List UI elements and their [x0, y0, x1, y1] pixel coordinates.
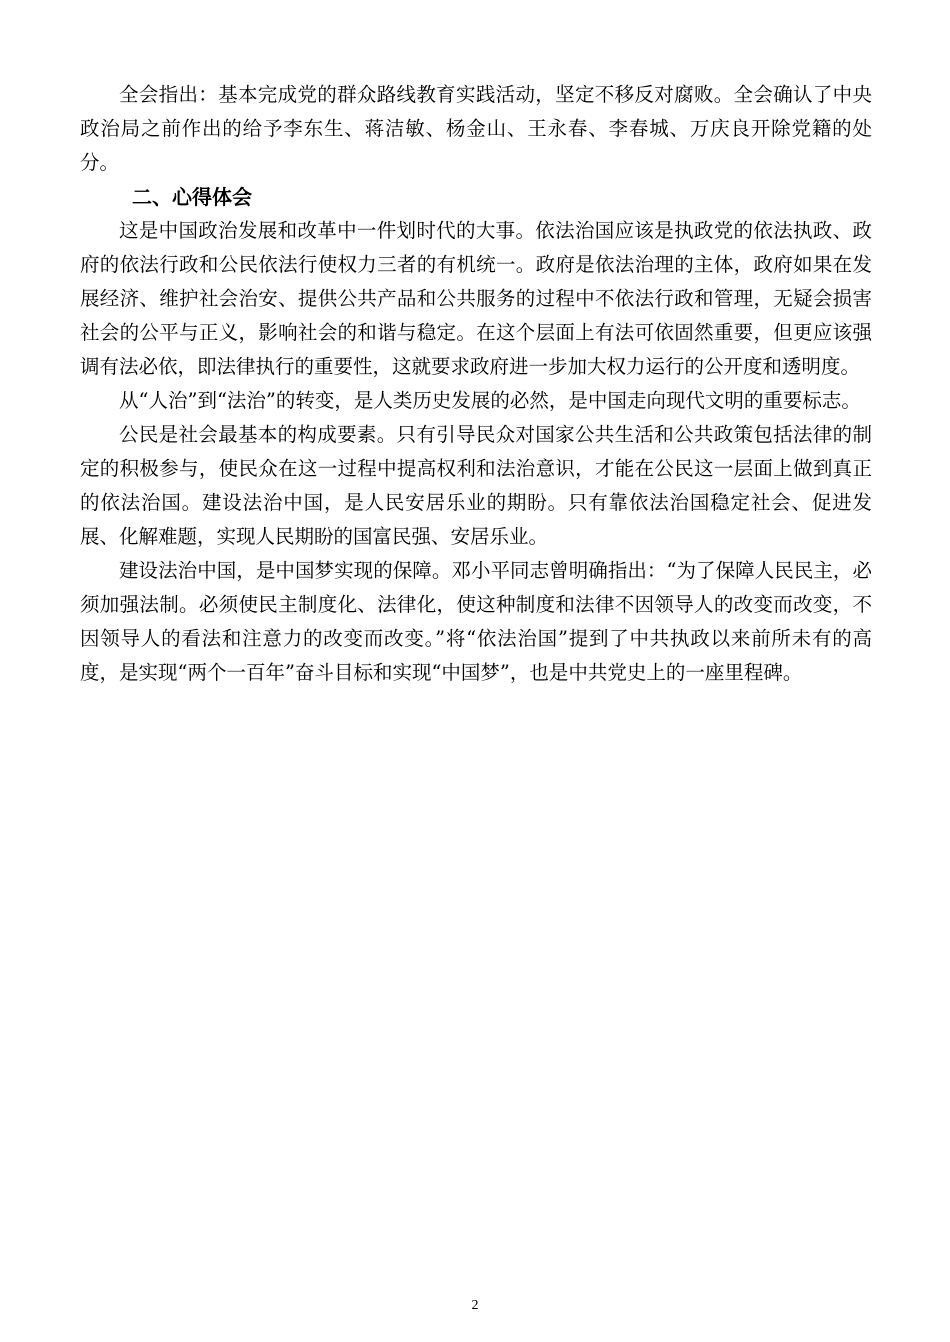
paragraph-rule-transition: 从“人治”到“法治”的转变，是人类历史发展的必然，是中国走向现代文明的重要标志。 — [119, 389, 861, 412]
page-number: 2 — [471, 1298, 479, 1313]
paragraph-citizens: 公民是社会最基本的构成要素。只有引导民众对国家公共生活和公共政策包括法律的制定的积极参与，使民众在这一过程中提高权利和法治意识，才能在公民这一层面上做到真正的依法治国。建设法治中国，是人民安居乐业的期盼。只有靠依法治国稳定社会、促进发展、化解难题，实现人民期盼的国富民强、安居乐业。 — [80, 423, 872, 548]
paragraph-plenary-summary: 全会指出：基本完成党的群众路线教育实践活动，坚定不移反对腐败。全会确认了中央政治局之前作出的给予李东生、蒋洁敏、杨金山、王永春、李春城、万庆良开除党籍的处分。 — [80, 83, 872, 174]
document-body — [80, 78, 872, 690]
section-heading: 二、心得体会 — [132, 185, 252, 209]
paragraph-rule-of-law: 这是中国政治发展和改革中一件划时代的大事。依法治国应该是执政党的依法执政、政府的依法行政和公民依法行使权力三者的有机统一。政府是依法治理的主体，政府如果在发展经济、维护社会治安、提供公共产品和公共服务的过程中不依法行政和管理，无疑会损害社会的公平与正义，影响社会的和谐与稳定。在这个层面上有法可依固然重要，但更应该强调有法必依，即法律执行的重要性，这就要求政府进一步加大权力运行的公开度和透明度。 — [80, 219, 872, 378]
paragraph-china-dream: 建设法治中国，是中国梦实现的保障。邓小平同志曾明确指出：“为了保障人民民主，必须加强法制。必须使民主制度化、法律化，使这种制度和法律不因领导人的改变而改变，不因领导人的看法和注意力的改变而改变。”将“依法治国”提到了中共执政以来前所未有的高度，是实现“两个一百年”奋斗目标和实现“中国梦”，也是中共党史上的一座里程碑。 — [80, 559, 872, 684]
